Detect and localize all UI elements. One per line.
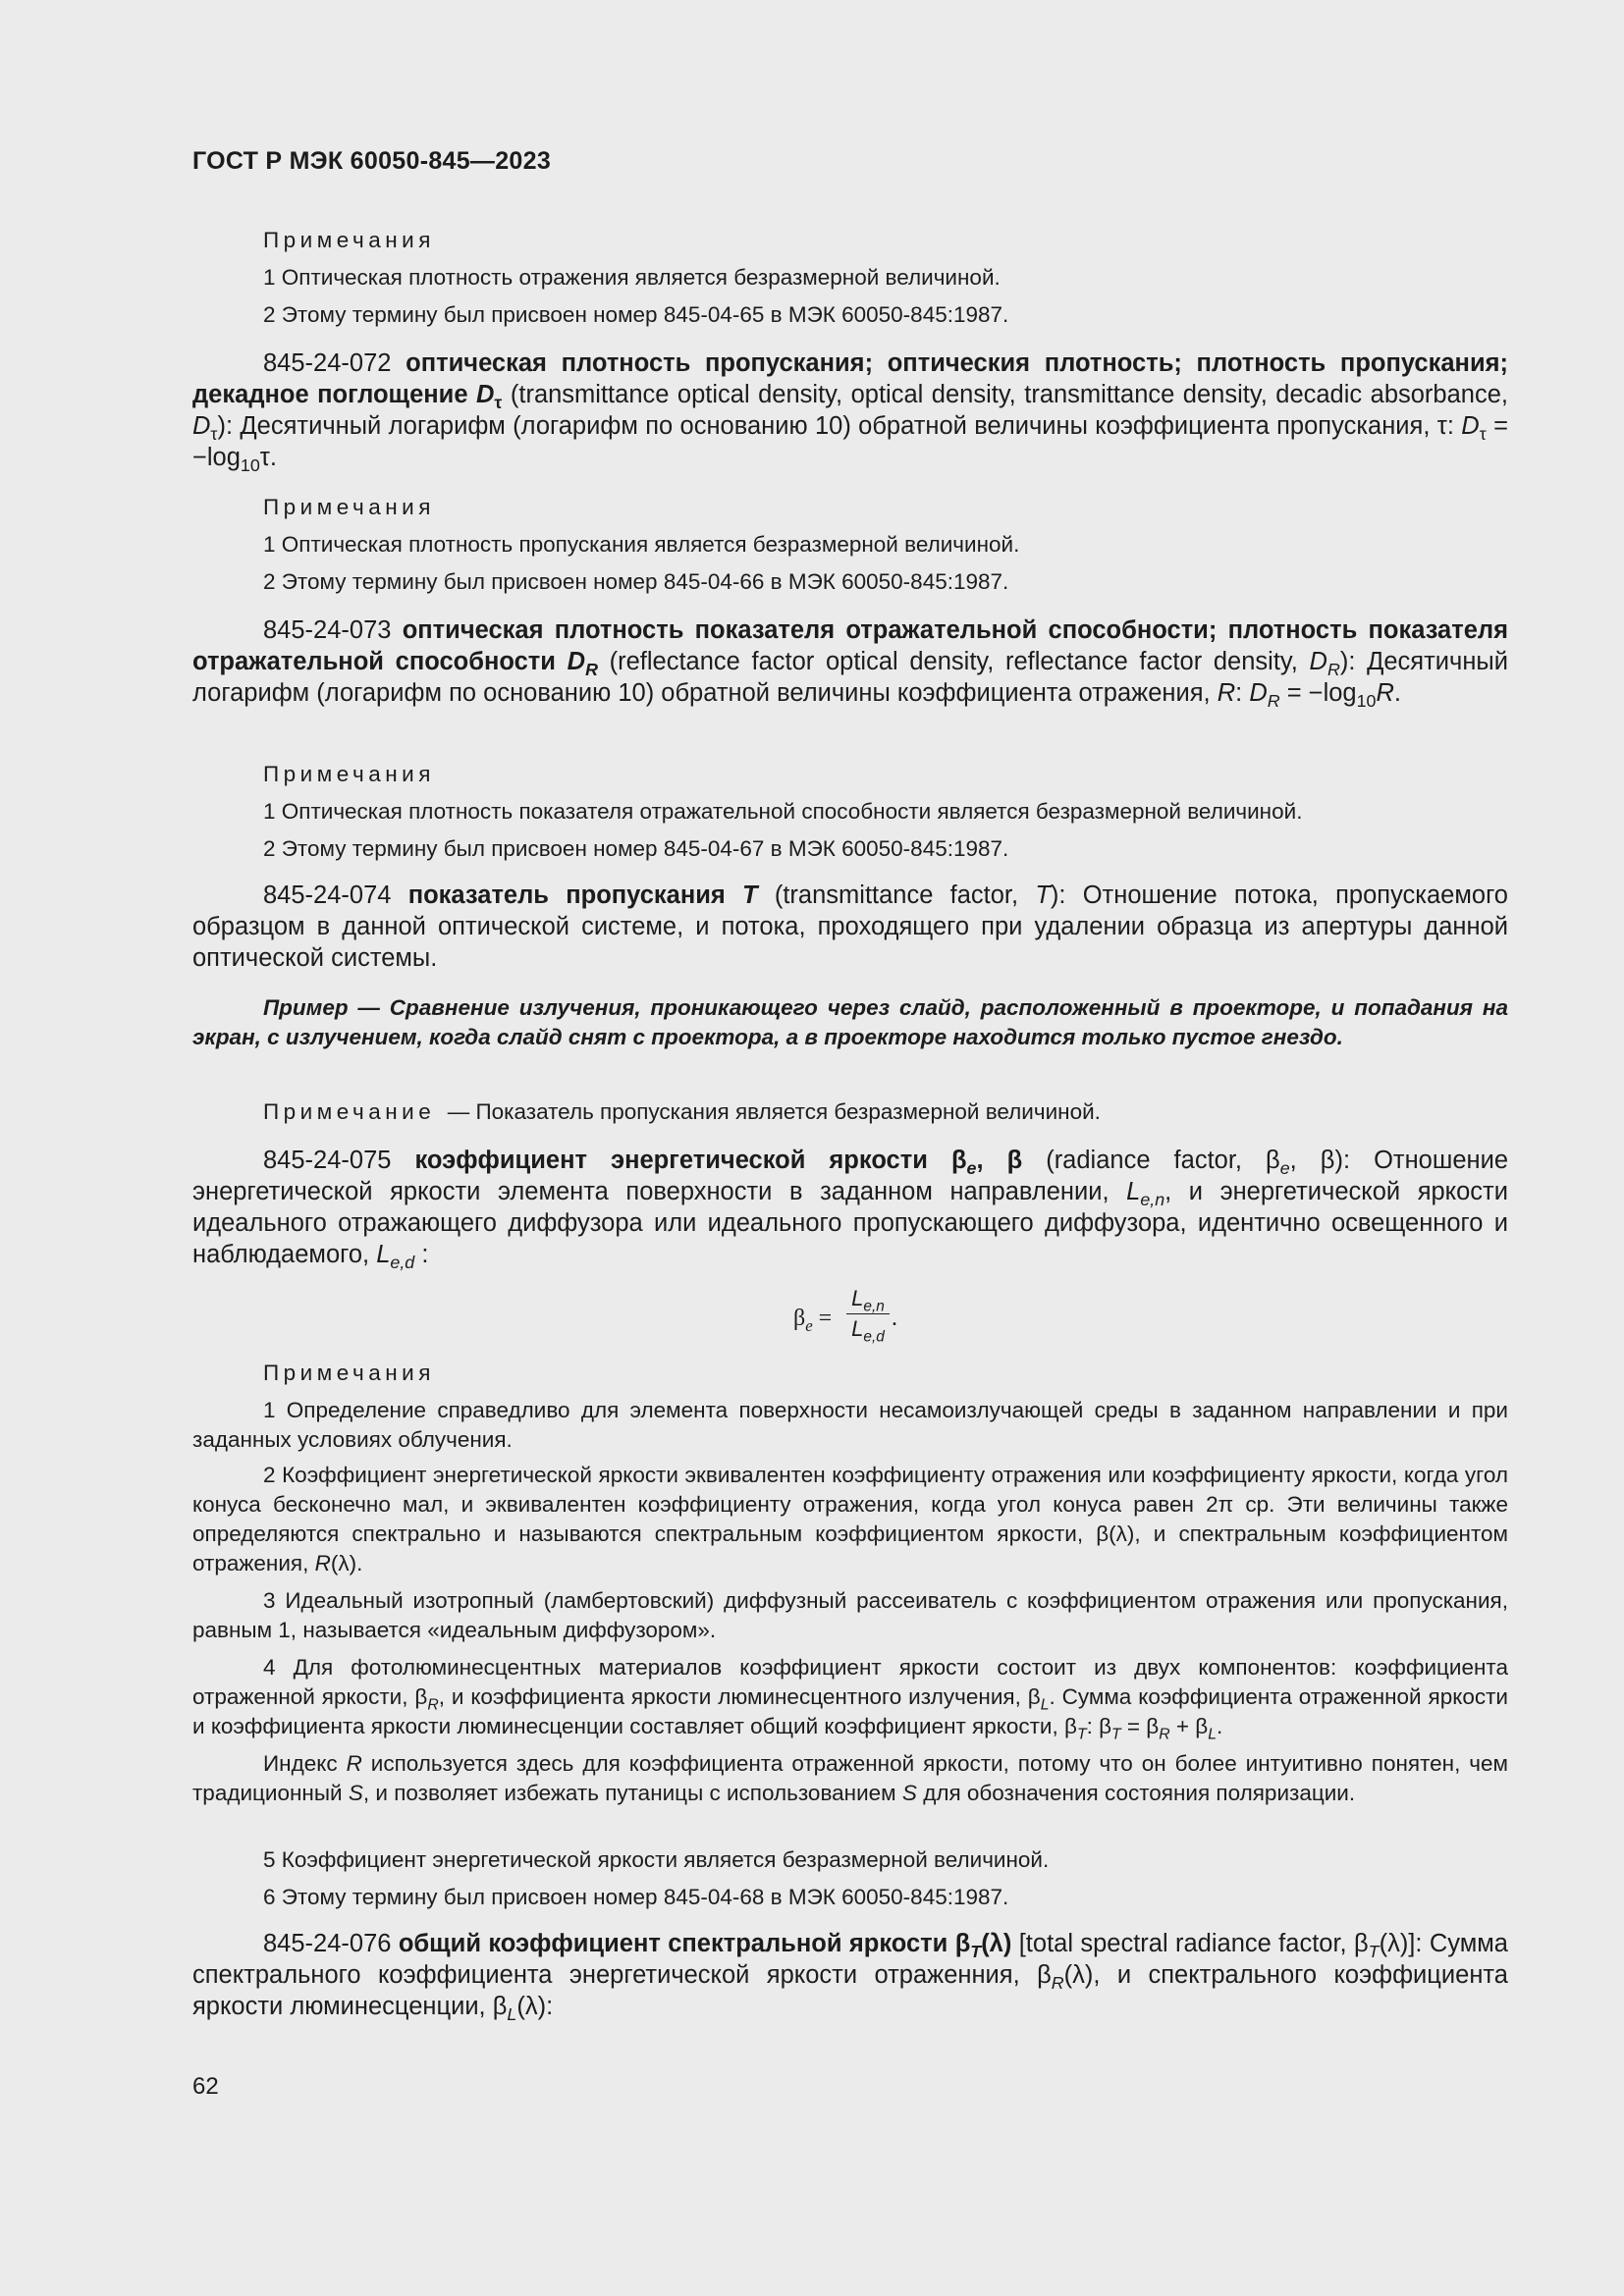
notes-heading: Примечания xyxy=(263,762,435,786)
term-english: (reflectance factor optical density, reflectance factor density, xyxy=(609,648,1298,675)
term-name: оптическая плотность пропускания; оптическия плотность; плотность пропускания; декадное поглощение xyxy=(192,349,1508,408)
note-075-4-index: Индекс R используется здесь для коэффициента отраженной яркости, потому что он более интуитивно понятен, чем традиционный S, и позволяет избежать путаницы с использованием S для обозначения состояния поляризации. xyxy=(192,1751,1508,1805)
note-072-1: 1 Оптическая плотность пропускания является безразмерной величиной. xyxy=(263,532,1020,557)
note-075-6: 6 Этому термину был присвоен номер 845-04-68 в МЭК 60050-845:1987. xyxy=(263,1885,1009,1909)
term-definition: Десятичный логарифм (логарифм по основанию 10) обратной величины коэффициента отражения, xyxy=(192,648,1508,707)
term-number: 845-24-072 xyxy=(263,349,392,377)
note-072-2: 2 Этому термину был присвоен номер 845-04-66 в МЭК 60050-845:1987. xyxy=(263,569,1009,594)
term-english: (radiance factor, xyxy=(1046,1147,1243,1174)
term-074: 845-24-074 показатель пропускания T (transmittance factor, T): Отношение потока, пропускаемого образцом в данной оптической системе, и потока, проходящего при удалении образца из апертуры данной оптической системы. xyxy=(192,881,1508,972)
term-073: 845-24-073 оптическая плотность показателя отражательной способности; плотность показателя отражательной способности $D_R$ (reflectance factor optical density, reflectance factor density, $D_R$): Десятичный логарифм (логарифм по основанию 10) обратной величины коэффициента отражения, R: $D_R = -\log_{10}R$. xyxy=(192,616,1508,712)
note-073-1: 1 Оптическая плотность показателя отражательной способности является безразмерной величиной. xyxy=(263,799,1303,824)
term-name: общий коэффициент спектральной яркости xyxy=(398,1930,948,1957)
term-english: (transmittance factor, xyxy=(774,881,1019,909)
term-definition: Отношение энергетической яркости элемента поверхности в заданном направлении, xyxy=(192,1147,1509,1205)
note-074: Примечание — Показатель пропускания является безразмерной величиной. xyxy=(263,1099,1101,1124)
note-071-1: 1 Оптическая плотность отражения является безразмерной величиной. xyxy=(263,265,1001,290)
note-075-3: 3 Идеальный изотропный (ламбертовский) диффузный рассеиватель с коэффициентом отражения или пропускания, равным 1, называется «идеальным диффузором». xyxy=(192,1588,1508,1642)
term-number: 845-24-073 xyxy=(263,616,392,644)
term-english: (transmittance optical density, optical density, transmittance density, decadic absorbance, xyxy=(510,381,1508,408)
term-definition: Десятичный логарифм (логарифм по основанию 10) обратной величины коэффициента пропускания, τ: xyxy=(240,412,1454,440)
term-english: [total spectral radiance factor, xyxy=(1018,1930,1347,1957)
term-076: 845-24-076 общий коэффициент спектральной яркости $\beta_T(\lambda)$ [total spectral radiance factor, $\beta_T(\lambda)$]: Сумма спектрального коэффициента энергетической яркости отраженния, $\beta_R(\lambda)$, и спектрального коэффициента яркости люминесценции, $\beta_L(\lambda)$: xyxy=(192,1930,1508,2025)
term-name: оптическая плотность показателя отражательной способности; плотность показателя отражательной способности xyxy=(192,616,1508,675)
notes-heading: Примечания xyxy=(263,1361,435,1385)
notes-heading: Примечания xyxy=(263,228,435,252)
example-074: Пример — Сравнение излучения, проникающего через слайд, расположенный в проекторе, и попадания на экран, с излучением, когда слайд снят с проектора, а в проекторе находится только пустое гнездо. xyxy=(192,995,1508,1049)
term-072: 845-24-072 оптическая плотность пропускания; оптическия плотность; плотность пропускания; декадное поглощение $D_\tau$ (transmittance optical density, optical density, transmittance density, decadic absorbance, $D_\tau$): Десятичный логарифм (логарифм по основанию 10) обратной величины коэффициента пропускания, τ: $D_\tau = -\log_{10}\tau$. xyxy=(192,349,1508,476)
formula-radiance-factor: $\beta_e$ = $L_{e,n}$ $L_{e,d}$ . xyxy=(793,1286,897,1346)
term-definition: Отношение потока, пропускаемого образцом в данной оптической системе, и потока, проходящего при удалении образца из апертуры данной оптической системы. xyxy=(192,881,1508,972)
term-number: 845-24-076 xyxy=(263,1930,392,1957)
term-075: 845-24-075 коэффициент энергетической яркости $\beta_e$, β (radiance factor, $\beta_e$, β): Отношение энергетической яркости элемента поверхности в заданном направлении, $L_{e,n}$, и энергетической яркости идеального отражающего диффузора или идеального пропускающего диффузора, идентично освещенного и наблюдаемого, $L_{e,d}$ : xyxy=(192,1147,1509,1273)
term-number: 845-24-075 xyxy=(263,1147,392,1174)
notes-heading: Примечания xyxy=(263,495,435,519)
note-073-2: 2 Этому термину был присвоен номер 845-04-67 в МЭК 60050-845:1987. xyxy=(263,836,1009,861)
term-number: 845-24-074 xyxy=(263,881,392,909)
document-header: ГОСТ Р МЭК 60050-845—2023 xyxy=(192,147,552,175)
note-075-4: 4 Для фотолюминесцентных материалов коэффициент яркости состоит из двух компонентов: коэффициента отраженной яркости, $\beta_R$, и коэффициента яркости люминесцентного излучения, $\beta_L$. Сумма коэффициента отраженной яркости и коэффициента яркости люминесценции составляет общий коэффициент яркости, $\beta_T$: $\beta_T = \beta_R + \beta_L$. xyxy=(192,1655,1508,1743)
note-075-2: 2 Коэффициент энергетической яркости эквивалентен коэффициенту отражения или коэффициенту яркости, когда угол конуса бесконечно мал, и эквивалентен коэффициенту отражения, когда угол конуса равен 2π ср. Эти величины также определяются спектрально и называются спектральным коэффициентом яркости, β(λ), и спектральным коэффициентом отражения, R(λ). xyxy=(192,1463,1508,1575)
note-075-5: 5 Коэффициент энергетической яркости является безразмерной величиной. xyxy=(263,1847,1050,1872)
term-name: показатель пропускания xyxy=(407,881,726,909)
note-075-1: 1 Определение справедливо для элемента поверхности несамоизлучающей среды в заданном направлении и при заданных условиях облучения. xyxy=(192,1398,1508,1452)
term-name: коэффициент энергетической яркости xyxy=(414,1147,928,1174)
page-number: 62 xyxy=(192,2073,219,2100)
note-071-2: 2 Этому термину был присвоен номер 845-04-65 в МЭК 60050-845:1987. xyxy=(263,302,1009,327)
